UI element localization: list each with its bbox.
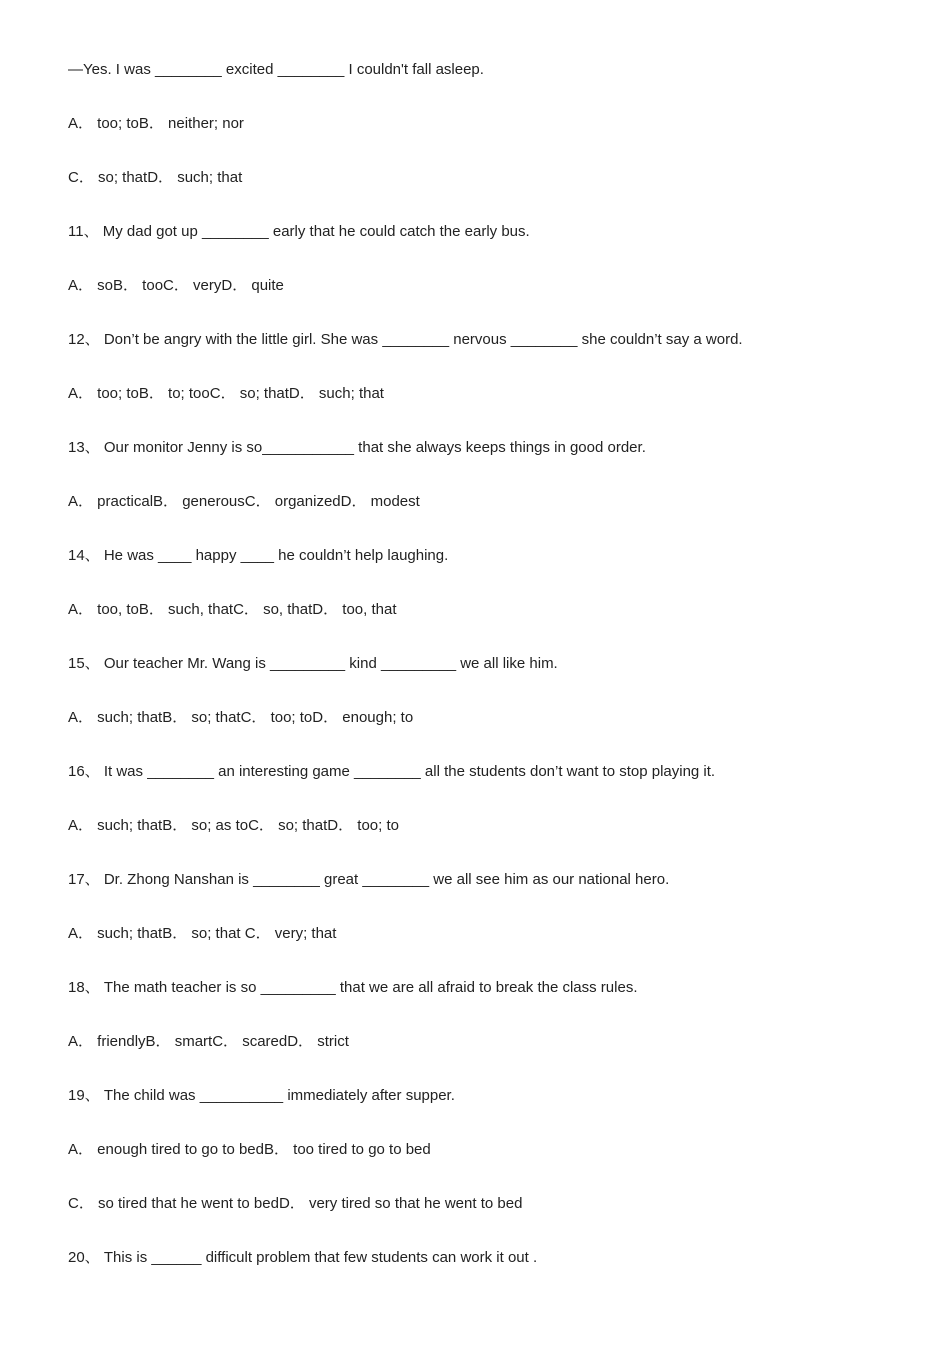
question-11: 11、 My dad got up ________ early that he could catch the early bus. bbox=[68, 223, 530, 240]
question-14: 14、 He was ____ happy ____ he couldn’t help laughing. bbox=[68, 547, 449, 564]
question-19-options-ab: A． enough tired to go to bedB． too tired to go to bed bbox=[68, 1141, 431, 1158]
question-12-options: A． too; toB． to; tooC． so; thatD． such; that bbox=[68, 385, 384, 402]
question-18-options: A． friendlyB． smartC． scaredD． strict bbox=[68, 1033, 349, 1050]
question-14-options: A． too, toB． such, thatC． so, thatD． too, that bbox=[68, 601, 397, 618]
question-19: 19、 The child was __________ immediately after supper. bbox=[68, 1087, 455, 1104]
question-13-options: A． practicalB． generousC． organizedD． modest bbox=[68, 493, 420, 510]
question-12: 12、 Don’t be angry with the little girl. She was ________ nervous ________ she couldn’t say a word. bbox=[68, 331, 743, 348]
question-16-options: A． such; thatB． so; as toC． so; thatD． too; to bbox=[68, 817, 399, 834]
question-19-options-cd: C． so tired that he went to bedD． very tired so that he went to bed bbox=[68, 1195, 523, 1212]
option-line: A． too; toB． neither; nor bbox=[68, 115, 244, 132]
question-16: 16、 It was ________ an interesting game ________ all the students don’t want to stop playing it. bbox=[68, 763, 716, 780]
question-17: 17、 Dr. Zhong Nanshan is ________ great ________ we all see him as our national hero. bbox=[68, 871, 670, 888]
dialogue-line: —Yes. I was ________ excited ________ I couldn't fall asleep. bbox=[68, 61, 484, 78]
document-body bbox=[68, 59, 898, 1301]
question-15-options: A． such; thatB． so; thatC． too; toD． enough; to bbox=[68, 709, 414, 726]
option-line: C． so; thatD． such; that bbox=[68, 169, 243, 186]
question-15: 15、 Our teacher Mr. Wang is _________ kind _________ we all like him. bbox=[68, 655, 558, 672]
question-11-options: A． soB． tooC． veryD． quite bbox=[68, 277, 284, 294]
question-20: 20、 This is ______ difficult problem that few students can work it out . bbox=[68, 1249, 538, 1266]
question-18: 18、 The math teacher is so _________ that we are all afraid to break the class rules. bbox=[68, 979, 638, 996]
question-17-options: A． such; thatB． so; that C． very; that bbox=[68, 925, 337, 942]
question-13: 13、 Our monitor Jenny is so___________ that she always keeps things in good order. bbox=[68, 439, 646, 456]
